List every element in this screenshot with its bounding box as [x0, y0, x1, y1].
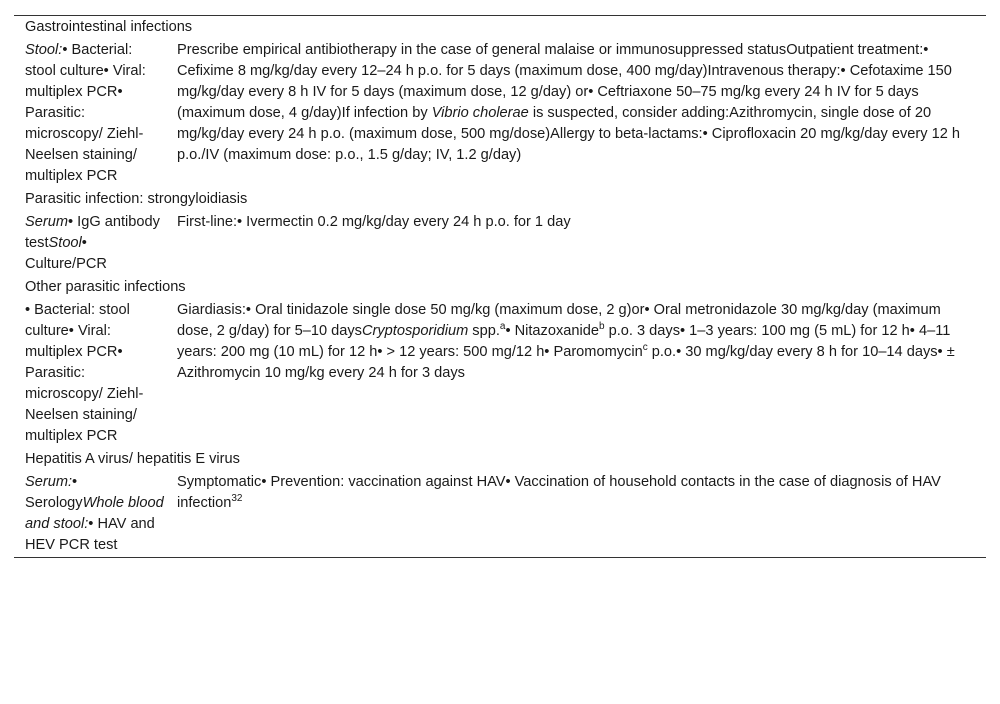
diagnosis-cell — [14, 471, 165, 557]
diagnosis-specimen: Whole blood and stool: — [25, 495, 164, 532]
treatment-cell — [165, 471, 986, 557]
treatment-text: Symptomatic• Prevention: vaccination against HAV• Vaccination of household contacts in the case of diagnosis of HAV infection — [177, 474, 941, 511]
diagnosis-specimen: Stool — [48, 235, 82, 251]
diagnosis-text: • IgG antibody test — [25, 214, 160, 251]
treatment-cell — [165, 39, 986, 188]
diagnosis-specimen: Serum — [25, 214, 68, 230]
diagnosis-text: • Bacterial: stool culture• Viral: multiplex PCR• Parasitic: microscopy/ Ziehl-Neelsen staining/ multiplex PCR — [25, 302, 144, 444]
treatment-text: First-line:• Ivermectin 0.2 mg/kg/day every 24 h p.o. for 1 day — [177, 214, 571, 230]
section-heading: Other parasitic infections — [25, 279, 186, 295]
treatment-text: Prescribe empirical antibiotherapy in the case of general malaise or immunosuppressed statusOutpatient treatment:• Cefixime 8 mg/kg/day every 12–24 h p.o. for 5 days (maximum dose, 400 mg/day)Intravenous therapy:• Cefotaxime 150 mg/kg/day every 8 h IV for 5 days (maximum dose, 12 g/day) or• Ceftriaxone 50–75 mg/kg every 24 h IV for 5 days (maximum dose, 4 g/day)If infection by — [177, 42, 952, 121]
diagnosis-text: • Serology — [25, 474, 83, 511]
diagnosis-specimen: Stool: — [25, 42, 63, 58]
section-heading: Hepatitis A virus/ hepatitis E virus — [25, 451, 240, 467]
diagnosis-text: • HAV and HEV PCR test — [25, 516, 155, 553]
treatment-cell — [165, 211, 986, 276]
diagnosis-text: • Bacterial: stool culture• Viral: multiplex PCR• Parasitic: microscopy/ Ziehl-Neelsen staining/ multiplex PCR — [25, 42, 146, 184]
footnote-marker: b — [598, 321, 605, 333]
treatment-table — [14, 15, 986, 558]
treatment-text: p.o.• 30 mg/kg/day every 8 h for 10–14 days• ± Azithromycin 10 mg/kg every 24 h for 3 days — [177, 344, 955, 381]
reference-marker: 32 — [231, 493, 243, 505]
section-heading: Gastrointestinal infections — [25, 19, 193, 35]
diagnosis-cell — [14, 39, 165, 188]
footnote-marker: a — [499, 321, 506, 333]
footnote-marker: c — [642, 342, 648, 354]
diagnosis-specimen: Serum: — [25, 474, 73, 490]
diagnosis-text: • Culture/PCR — [25, 235, 107, 272]
treatment-text: spp. — [468, 323, 500, 339]
diagnosis-cell — [14, 299, 165, 448]
treatment-cell — [165, 299, 986, 448]
table-row — [14, 39, 986, 188]
diagnosis-cell — [14, 211, 165, 276]
table-row — [14, 299, 986, 448]
treatment-text: p.o. 3 days• 1–3 years: 100 mg (5 mL) for 12 h• 4–11 years: 200 mg (10 mL) for 12 h• > 12 years: 500 mg/12 h• Paromomycin — [177, 323, 951, 360]
organism-name: Cryptosporidium — [361, 323, 469, 339]
treatment-text: Giardiasis:• Oral tinidazole single dose 50 mg/kg (maximum dose, 2 g)or• Oral metronidazole 30 mg/kg/day (maximum dose, 2 g/day) for 5–10 days — [177, 302, 941, 339]
treatment-text: is suspected, consider adding:Azithromycin, single dose of 20 mg/kg/day every 24 h p.o. (maximum dose, 500 mg/dose)Allergy to beta-lactams:• Ciprofloxacin 20 mg/kg/day every 12 h p.o./IV (maximum dose: p.o., 1.5 g/day; IV, 1.2 g/day) — [177, 105, 960, 163]
organism-name: Vibrio cholerae — [431, 105, 529, 121]
table-row — [14, 471, 986, 557]
section-heading: Parasitic infection: strongyloidiasis — [25, 191, 248, 207]
table-row — [14, 211, 986, 276]
treatment-text: • Nitazoxanide — [505, 323, 599, 339]
